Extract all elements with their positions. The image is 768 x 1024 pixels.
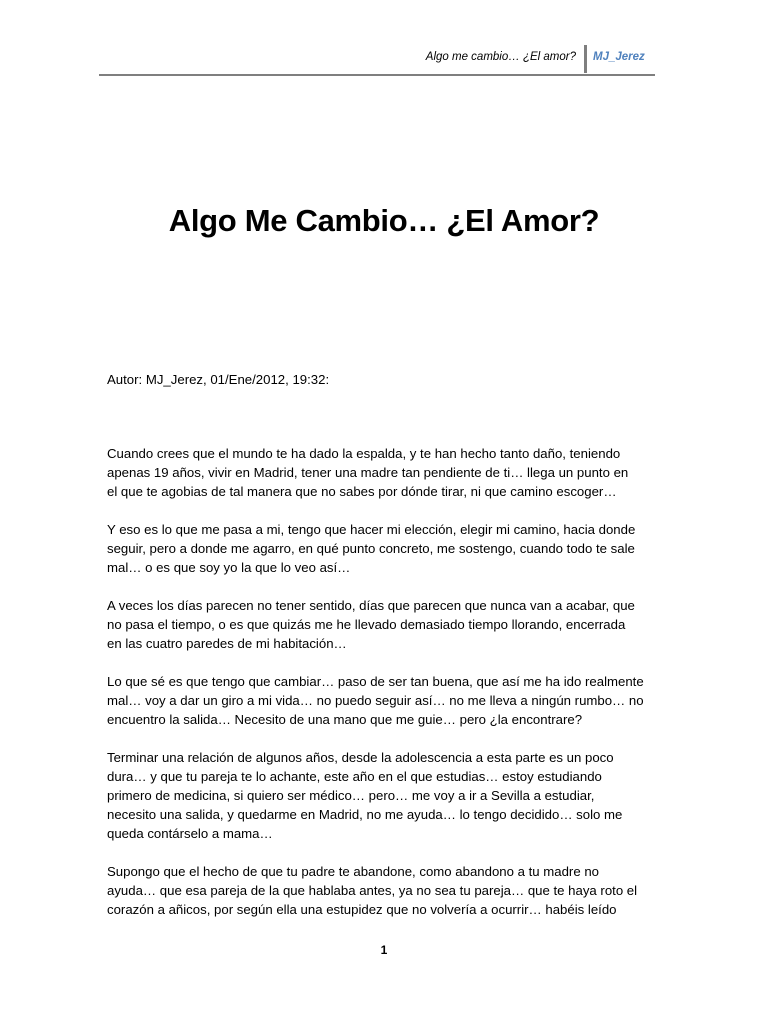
- page-number: 1: [380, 943, 388, 957]
- body-text: [107, 444, 667, 938]
- paragraph-line: Lo que sé es que tengo que cambiar… paso de ser tan buena, que así me ha ido realmente: [107, 674, 644, 689]
- paragraph-line: el que te agobias de tal manera que no sabes por dónde tirar, ni que camino escoger…: [107, 484, 617, 499]
- paragraph-line: Supongo que el hecho de que tu padre te abandone, como abandono a tu madre no: [107, 864, 599, 879]
- paragraph-line: corazón a añicos, por según ella una estupidez que no volvería a ocurrir… habéis leído: [107, 902, 617, 917]
- paragraph: [107, 520, 667, 577]
- paragraph-line: queda contárselo a mama…: [107, 826, 273, 841]
- paragraph: [107, 444, 667, 501]
- paragraph-line: no pasa el tiempo, o es que quizás me he llevado demasiado tiempo llorando, encerrada: [107, 617, 626, 632]
- paragraph-line: mal… voy a dar un giro a mi vida… no puedo seguir así… no me lleva a ningún rumbo… no: [107, 693, 644, 708]
- header-title: Algo me cambio… ¿El amor?: [425, 51, 576, 63]
- paragraph-line: Terminar una relación de algunos años, desde la adolescencia a esta parte es un poco: [107, 750, 614, 765]
- document-title: Algo Me Cambio… ¿El Amor?: [168, 203, 600, 238]
- running-header: [99, 44, 655, 76]
- header-separator: [584, 45, 587, 73]
- paragraph-line: Cuando crees que el mundo te ha dado la espalda, y te han hecho tanto daño, teniendo: [107, 446, 621, 461]
- paragraph-line: dura… y que tu pareja te lo achante, este año en el que estudias… estoy estudiando: [107, 769, 602, 784]
- paragraph-line: apenas 19 años, vivir en Madrid, tener una madre tan pendiente de ti… llega un punto en: [107, 465, 629, 480]
- paragraph-line: encuentro la salida… Necesito de una mano que me guie… pero ¿la encontrare?: [107, 712, 583, 727]
- paragraph-line: A veces los días parecen no tener sentido, días que parecen que nunca van a acabar, que: [107, 598, 635, 613]
- paragraph-line: seguir, pero a donde me agarro, en qué punto concreto, me sostengo, cuando todo te sale: [107, 541, 635, 556]
- paragraph-line: mal… o es que soy yo la que lo veo así…: [107, 560, 351, 575]
- paragraph-line: primero de medicina, si quiero ser médico… pero… me voy a ir a Sevilla a estudiar,: [107, 788, 595, 803]
- paragraph: [107, 862, 667, 919]
- header-author: MJ_Jerez: [593, 51, 645, 63]
- paragraph-line: ayuda… que esa pareja de la que hablaba antes, ya no sea tu pareja… que te haya roto el: [107, 883, 638, 898]
- paragraph: [107, 596, 667, 653]
- paragraph-line: necesito una salida, y quedarme en Madrid, no me ayuda… lo tengo decidido… solo me: [107, 807, 623, 822]
- author-byline: Autor: MJ_Jerez, 01/Ene/2012, 19:32:: [107, 372, 330, 387]
- paragraph-line: en las cuatro paredes de mi habitación…: [107, 636, 347, 651]
- paragraph: [107, 672, 667, 729]
- paragraph-line: Y eso es lo que me pasa a mi, tengo que hacer mi elección, elegir mi camino, hacia donde: [107, 522, 636, 537]
- paragraph: [107, 748, 667, 843]
